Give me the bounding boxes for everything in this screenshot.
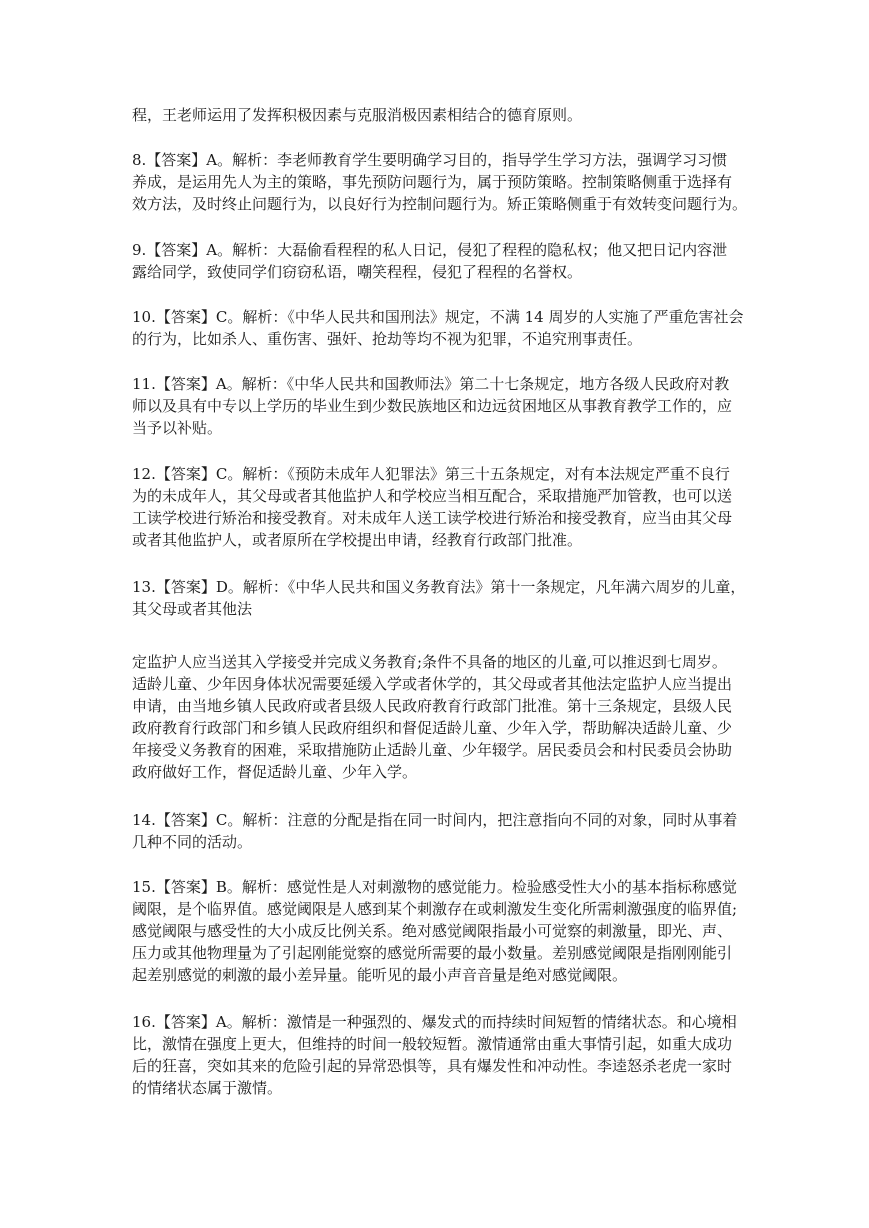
answer-16 xyxy=(132,1011,744,1099)
text-line: 师以及具有中专以上学历的毕业生到少数民族地区和边远贫困地区从事教育教学工作的，应 xyxy=(132,397,733,415)
text-line: 起差别感觉的刺激的最小差异量。能听见的最小声音音量是绝对感觉阈限。 xyxy=(132,966,628,984)
paragraph-continuation xyxy=(132,104,744,126)
text-line: 政府教育行政部门和乡镇人民政府组织和督促适龄儿童、少年入学，帮助解决适龄儿童、少 xyxy=(132,719,733,737)
answer-13-continued xyxy=(132,651,744,783)
text-line: 8.【答案】A。解析：李老师教育学生要明确学习目的，指导学生学习方法，强调学习习惯 xyxy=(132,151,728,169)
text-line: 的行为，比如杀人、重伤害、强奸、抢劫等均不视为犯罪，不追究刑事责任。 xyxy=(132,330,643,348)
answer-15 xyxy=(132,876,744,986)
text-line: 露给同学，致使同学们窃窃私语，嘲笑程程，侵犯了程程的名誉权。 xyxy=(132,263,583,281)
text-line: 年接受义务教育的困难，采取措施防止适龄儿童、少年辍学。居民委员会和村民委员会协助 xyxy=(132,741,733,759)
text-line: 9.【答案】A。解析：大磊偷看程程的私人日记，侵犯了程程的隐私权；他又把日记内容泄 xyxy=(132,241,728,259)
answer-14 xyxy=(132,809,744,853)
text-line: 感觉阈限与感受性的大小成反比例关系。绝对感觉阈限指最小可觉察的刺激量，即光、声、 xyxy=(132,922,733,940)
text-line: 15.【答案】B。解析：感觉性是人对刺激物的感觉能力。检验感受性大小的基本指标称感觉 xyxy=(132,878,737,896)
text-line: 定监护人应当送其入学接受并完成义务教育;条件不具备的地区的儿童,可以推迟到七周岁。 xyxy=(132,653,727,671)
text-line: 效方法，及时终止问题行为，以良好行为控制问题行为。矫正策略侧重于有效转变问题行为。 xyxy=(132,195,748,213)
text-line: 压力或其他物理量为了引起刚能觉察的感觉所需要的最小数量。差别感觉阈限是指刚刚能引 xyxy=(132,944,733,962)
text-line: 适龄儿童、少年因身体状况需要延缓入学或者休学的，其父母或者其他法定监护人应当提出 xyxy=(132,675,733,693)
answer-11 xyxy=(132,373,744,439)
text-line: 为的未成年人，其父母或者其他监护人和学校应当相互配合，采取措施严加管教，也可以送 xyxy=(132,487,733,505)
text-line: 申请，由当地乡镇人民政府或者县级人民政府教育行政部门批准。第十三条规定，县级人民 xyxy=(132,697,733,715)
text-line: 或者其他监护人，或者原所在学校提出申请，经教育行政部门批准。 xyxy=(132,531,583,549)
text-line: 比，激情在强度上更大，但维持的时间一般较短暂。激情通常由重大事情引起，如重大成功 xyxy=(132,1035,733,1053)
text-line: 政府做好工作，督促适龄儿童、少年入学。 xyxy=(132,763,418,781)
text-line: 14.【答案】C。解析：注意的分配是指在同一时间内，把注意指向不同的对象，同时从事着 xyxy=(132,811,738,829)
text-line: 后的狂喜，突如其来的危险引起的异常恐惧等，具有爆发性和冲动性。李逵怒杀老虎一家时 xyxy=(132,1057,733,1075)
answer-10 xyxy=(132,306,744,350)
text-line: 13.【答案】D。解析：《中华人民共和国义务教育法》第十一条规定，凡年满六周岁的儿童， xyxy=(132,578,746,596)
text-line: 12.【答案】C。解析：《预防未成年人犯罪法》第三十五条规定，对有本法规定严重不良行 xyxy=(132,465,730,483)
text-line: 11.【答案】A。解析：《中华人民共和国教师法》第二十七条规定，地方各级人民政府对教 xyxy=(132,375,730,393)
text-line: 养成，是运用先人为主的策略，事先预防问题行为，属于预防策略。控制策略侧重于选择有 xyxy=(132,173,733,191)
text-line: 当予以补贴。 xyxy=(132,419,223,437)
text-line: 10.【答案】C。解析：《中华人民共和国刑法》规定，不满 14 周岁的人实施了严重危害社会 xyxy=(132,308,744,326)
answer-9 xyxy=(132,239,744,283)
answer-12 xyxy=(132,463,744,551)
text-line: 16.【答案】A。解析：激情是一种强烈的、爆发式的而持续时间短暂的情绪状态。和心境相 xyxy=(132,1013,737,1031)
answer-13 xyxy=(132,576,744,620)
text-line: 程，王老师运用了发挥积极因素与克服消极因素相结合的德育原则。 xyxy=(132,106,583,124)
answer-8 xyxy=(132,149,748,215)
text-line: 的情绪状态属于激情。 xyxy=(132,1079,283,1097)
text-line: 几种不同的活动。 xyxy=(132,833,253,851)
text-line: 阈限，是个临界值。感觉阈限是人感到某个刺激存在或刺激发生变化所需刺激强度的临界值; xyxy=(132,900,738,918)
text-line: 工读学校进行矫治和接受教育。对未成年人送工读学校进行矫治和接受教育，应当由其父母 xyxy=(132,509,733,527)
text-line: 其父母或者其他法 xyxy=(132,600,253,618)
